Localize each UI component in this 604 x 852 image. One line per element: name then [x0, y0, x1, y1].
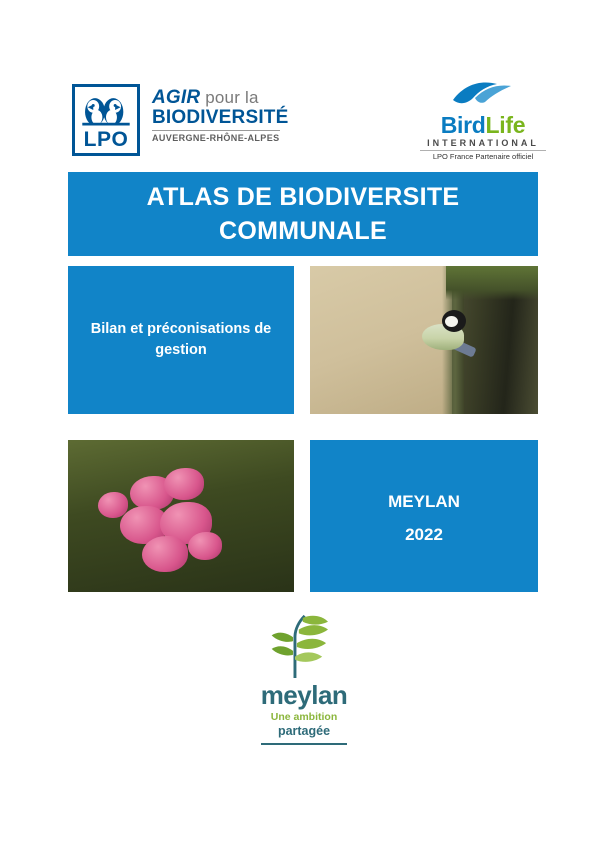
flower-petal — [142, 536, 188, 572]
meylan-tagline-line2: partagée — [277, 724, 331, 738]
flower-petal — [164, 468, 204, 500]
meylan-logo — [252, 612, 356, 745]
city-label: MEYLAN — [388, 492, 460, 511]
bird-photo-moss — [446, 266, 538, 300]
document-subtitle-box — [68, 266, 294, 414]
year-label: 2022 — [405, 525, 443, 544]
meylan-tagline-line1: Une ambition — [270, 711, 338, 723]
flower-photo — [68, 440, 294, 592]
agir-prefix: AGIR — [152, 87, 201, 108]
birdlife-wordmark — [420, 113, 546, 137]
flower-petal — [188, 532, 222, 560]
bird-photo-cheek — [445, 316, 458, 327]
region-label: AUVERGNE-RHÔNE-ALPES — [152, 130, 280, 144]
flower-petal — [98, 492, 128, 518]
page-title: ATLAS DE BIODIVERSITE COMMUNALE — [146, 183, 460, 245]
biodiversite-label: BIODIVERSITÉ — [152, 107, 289, 128]
puffin-birds-icon — [75, 90, 137, 130]
document-subtitle: Bilan et préconisations de gestion — [90, 321, 272, 358]
bird-photo — [310, 266, 538, 414]
birdlife-name-part2: Life — [485, 112, 526, 138]
birdlife-partner-label: LPO France Partenaire officiel — [420, 150, 546, 162]
birdlife-name-part1: Bird — [440, 112, 486, 138]
agir-line — [152, 88, 332, 107]
flying-bird-icon — [423, 78, 543, 108]
agir-suffix: pour la — [205, 88, 259, 107]
lpo-acronym: LPO — [83, 128, 129, 151]
place-and-year-box — [310, 440, 538, 592]
meylan-logo-rule — [261, 743, 347, 745]
document-title-band — [68, 172, 538, 256]
birdlife-logo — [420, 78, 546, 162]
header-logos — [0, 76, 604, 168]
meylan-wordmark: meylan — [260, 680, 348, 710]
agir-biodiversite-wordmark — [152, 88, 332, 146]
lpo-logo — [72, 84, 140, 156]
birdlife-international-label: INTERNATIONAL — [427, 138, 539, 148]
leaf-tree-icon — [260, 612, 347, 680]
